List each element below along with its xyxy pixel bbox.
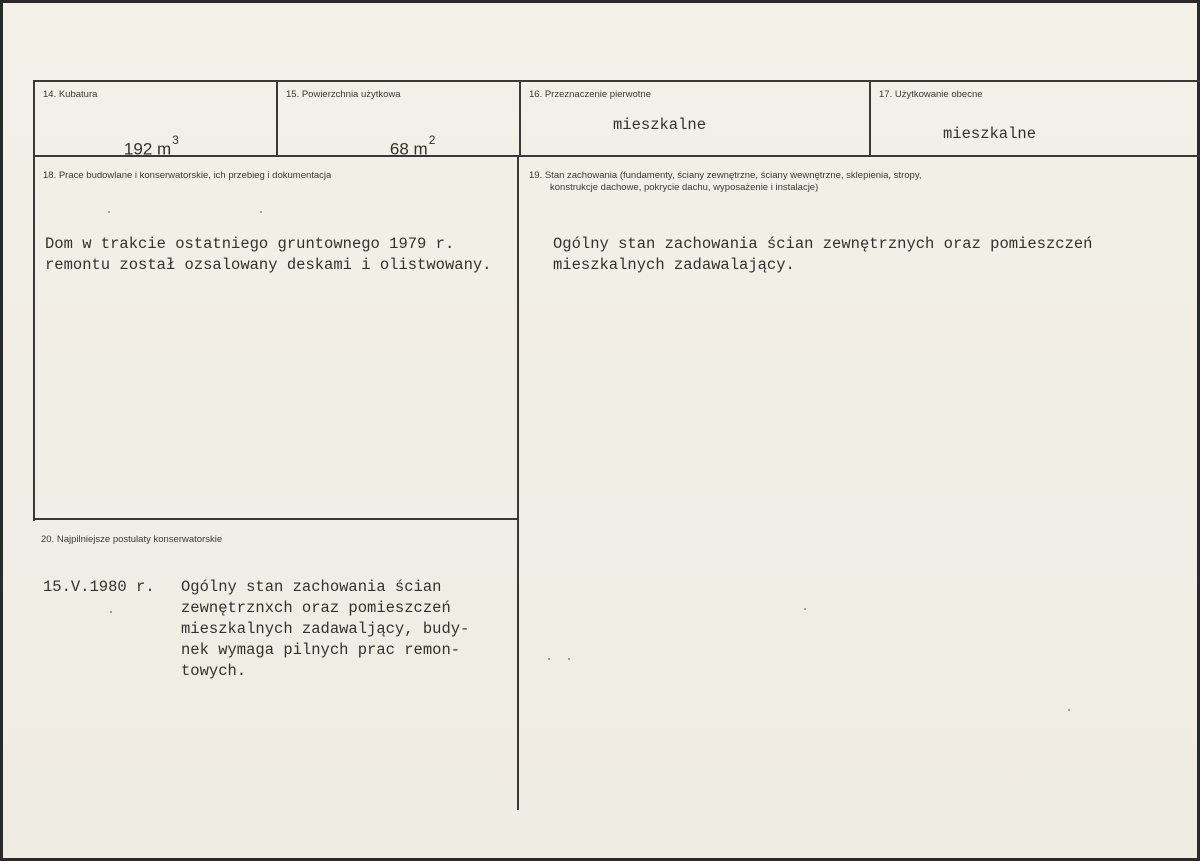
- field-18-line-2: remontu został ozsalowany deskami i olistwowany.: [45, 256, 492, 274]
- field-15-label: 15. Powierzchnia użytkowa: [286, 89, 401, 100]
- paper-speck: [548, 658, 550, 660]
- field-19-label-line-1: 19. Stan zachowania (fundamenty, ściany zewnętrzne, ściany wewnętrzne, sklepienia, stropy,: [529, 170, 922, 181]
- field-20-label: 20. Najpilniejsze postulaty konserwatorskie: [41, 534, 223, 545]
- field-14-number: 192 m: [123, 139, 172, 159]
- field-14-label: 14. Kubatura: [43, 89, 98, 100]
- field-16-label: 16. Przeznaczenie pierwotne: [529, 89, 651, 100]
- paper-speck: [568, 658, 570, 660]
- field-20-line-1: Ogólny stan zachowania ścian: [181, 578, 442, 596]
- divider-18-20: [33, 518, 519, 520]
- left-border-lower: [33, 155, 35, 521]
- field-15-number: 68 m: [389, 139, 428, 159]
- paper-speck: [804, 608, 806, 610]
- field-15-value: [371, 113, 435, 181]
- field-14-exponent: 3: [172, 133, 179, 147]
- divider-18-19: [517, 155, 519, 810]
- divider-15-16: [519, 80, 521, 157]
- field-20-line-5: towych.: [181, 662, 247, 680]
- field-20-date: 15.V.1980 r.: [43, 578, 155, 596]
- field-20-line-2: zewnętrznxch oraz pomieszczeń: [181, 599, 451, 617]
- divider-16-17: [869, 80, 871, 157]
- paper-speck: [1068, 709, 1070, 711]
- paper-speck: [110, 611, 112, 613]
- divider-14-15: [276, 80, 278, 157]
- field-18-line-1: Dom w trakcie ostatniego gruntownego 1979 r.: [45, 235, 455, 253]
- paper-speck: [108, 211, 110, 213]
- field-17-label: 17. Użytkowanie obecne: [879, 89, 983, 100]
- field-18-label: 18. Prace budowlane i konserwatorskie, ich przebieg i dokumentacja: [43, 170, 332, 181]
- field-20-line-4: nek wymaga pilnych prac remon-: [181, 641, 461, 659]
- paper-speck: [260, 211, 262, 213]
- field-20-line-3: mieszkalnych zadawaljący, budy-: [181, 620, 470, 638]
- field-19-label-line-2: konstrukcje dachowe, pokrycie dachu, wyposażenie i instalacje): [550, 182, 819, 193]
- top-row-top-rule: [33, 80, 1200, 82]
- field-19-line-2: mieszkalnych zadawalający.: [553, 256, 795, 274]
- field-17-value: mieszkalne: [943, 125, 1037, 143]
- top-left-border: [33, 80, 35, 157]
- field-16-value: mieszkalne: [613, 116, 707, 134]
- top-row-bottom-rule: [33, 155, 1200, 157]
- field-15-exponent: 2: [428, 133, 436, 147]
- field-19-line-1: Ogólny stan zachowania ścian zewnętrznych oraz pomieszczeń: [553, 235, 1093, 253]
